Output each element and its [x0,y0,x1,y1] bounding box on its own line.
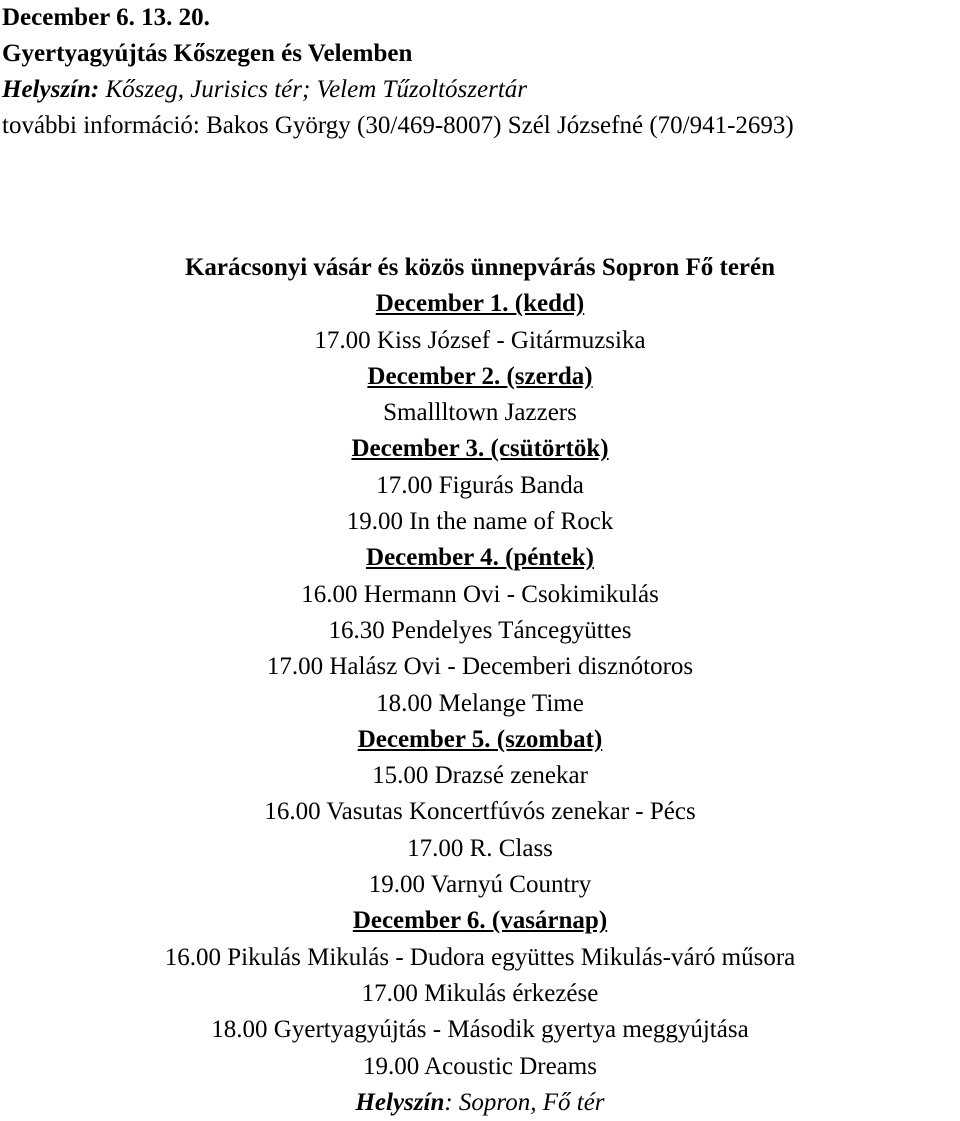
location-value: Kőszeg, Jurisics tér; Velem Tűzoltószertár [99,76,527,103]
program-item: 15.00 Drazsé zenekar [372,762,588,790]
program-item: 19.00 Acoustic Dreams [363,1052,597,1080]
program-item: 18.00 Gyertyagyújtás - Második gyertya meggyújtása [211,1016,749,1044]
program-item: 16.30 Pendelyes Táncegyüttes [328,616,632,644]
location-label: Helyszín: [2,76,100,103]
day-label: December 3. (csütörtök) [351,435,609,463]
day-label: December 6. (vasárnap) [352,907,608,935]
program-item: 16.00 Pikulás Mikulás - Dudora együttes Mikulás-váró műsora [164,943,796,971]
program-item: 16.00 Vasutas Koncertfúvós zenekar - Pécs [264,798,696,826]
program-item: 16.00 Hermann Ovi - Csokimikulás [301,580,659,608]
program-item: 17.00 Kiss József - Gitármuzsika [314,326,646,354]
day-label: December 4. (péntek) [366,544,594,572]
sopron-program [0,250,960,1121]
footer-location-value: : Sopron, Fő tér [444,1088,605,1116]
program-item: 17.00 Figurás Banda [376,471,584,499]
event-location [2,72,958,108]
event-dates: December 6. 13. 20. [2,4,210,31]
program-item: 19.00 Varnyú Country [368,871,592,899]
day-label: December 2. (szerda) [367,362,593,390]
program-item: 17.00 R. Class [407,834,553,862]
event-title: Gyertyagyújtás Kőszegen és Velemben [2,40,413,67]
footer-location-label: Helyszín [355,1088,445,1116]
program-item: 19.00 In the name of Rock [346,508,614,536]
program-item: 17.00 Mikulás érkezése [361,979,599,1007]
program-item: 17.00 Halász Ovi - Decemberi disznótoros [266,653,694,681]
day-label: December 1. (kedd) [375,290,585,318]
day-label: December 5. (szombat) [357,725,603,753]
footer-location [0,1085,960,1121]
program-item: 18.00 Melange Time [376,689,584,717]
kőszeg-velem-event [2,0,958,144]
program-item: Smallltown Jazzers [383,399,577,427]
event-info: további információ: Bakos György (30/469-8007) Szél Józsefné (70/941-2693) [2,112,794,139]
program-title: Karácsonyi vásár és közös ünnepvárás Sopron Fő terén [184,254,776,281]
